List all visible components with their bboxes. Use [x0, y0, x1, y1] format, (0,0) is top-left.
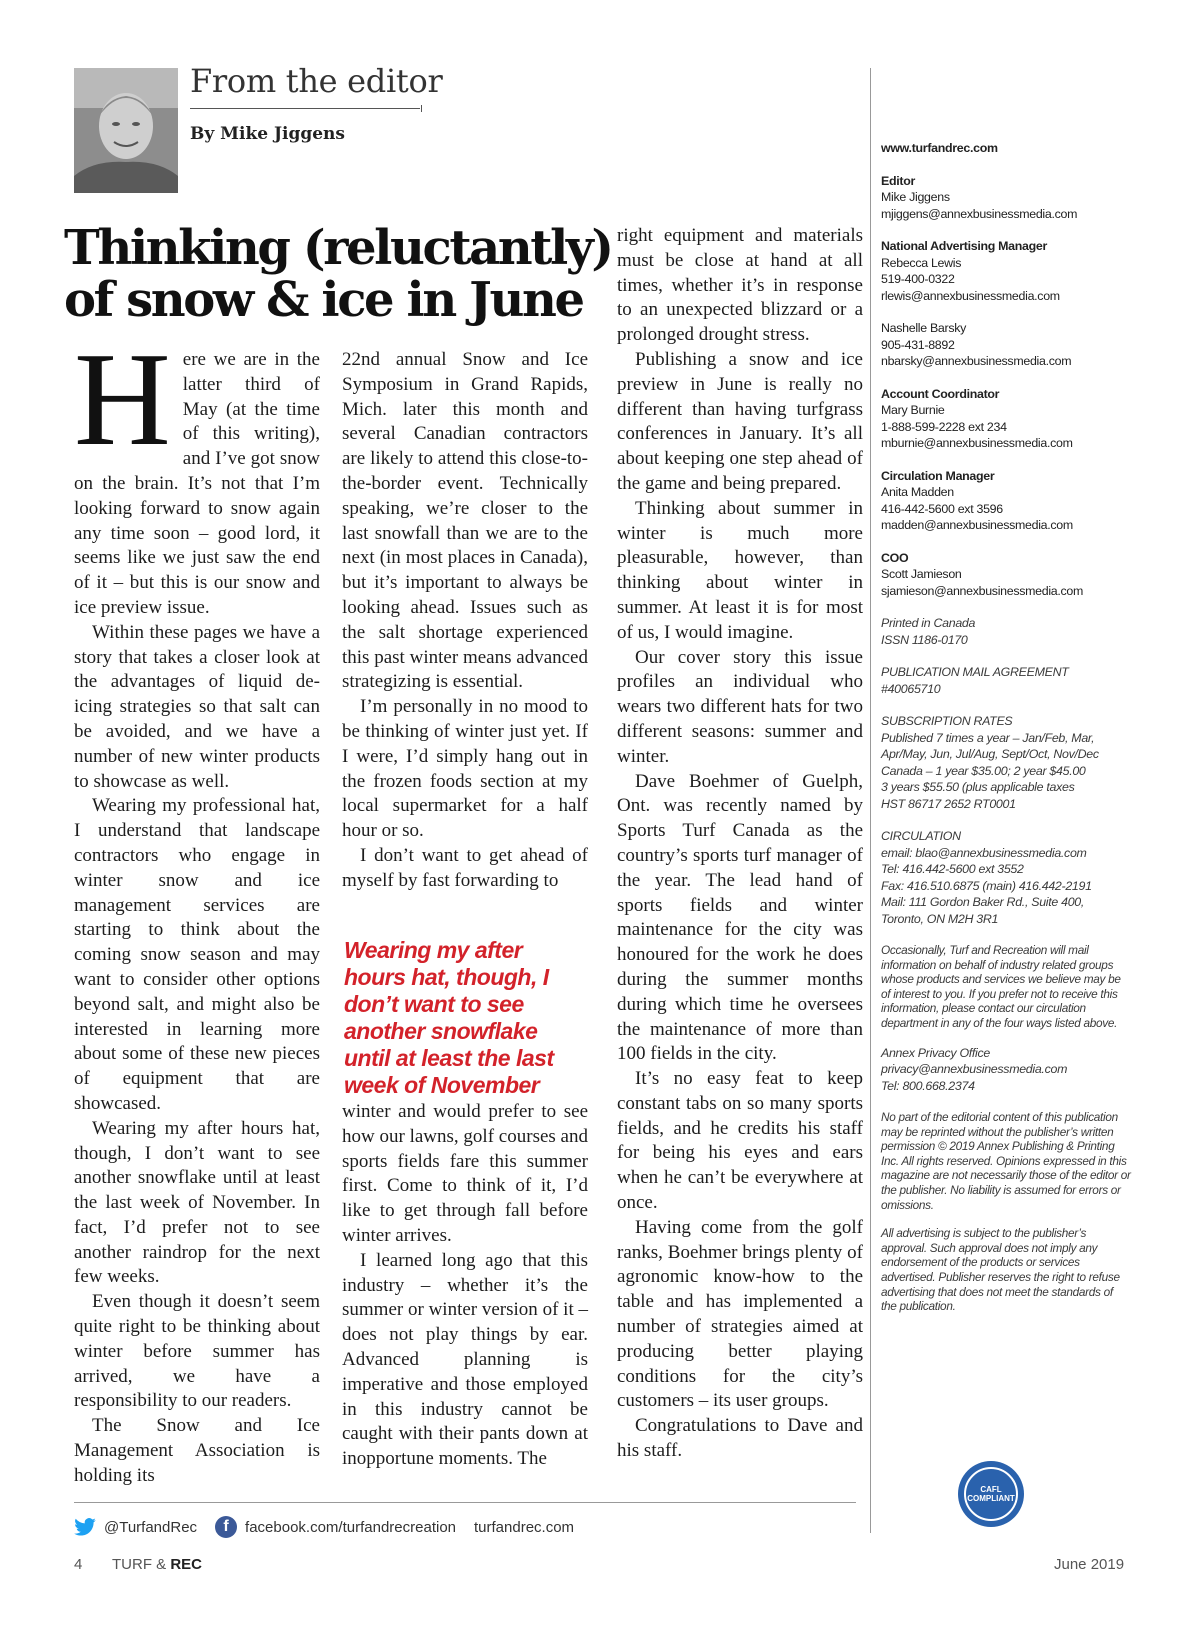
pma-label: PUBLICATION MAIL AGREEMENT: [881, 665, 1069, 679]
masthead: [881, 140, 1131, 1328]
article-column-2: [342, 348, 588, 894]
facebook-icon: f: [215, 1516, 237, 1538]
ad-rep-email[interactable]: nbarsky@annexbusinessmedia.com: [881, 354, 1072, 368]
rights-notice: No part of the editorial content of this publication may be reprinted without the publisher’s written permission © 2019 Annex Publishing & Printing Inc. All rights reserved. Opinions expressed in this magazine are not necessarily those of the editor or the publisher. No liability is assumed for errors or omissions.: [881, 1110, 1131, 1212]
paragraph: Even though it doesn’t seem quite right to be thinking about winter before summer has arrived, we have a responsibility to our readers.: [74, 1291, 320, 1412]
article-column-1: [74, 325, 320, 1489]
circulation-label: CIRCULATION: [881, 829, 961, 843]
paragraph: I learned long ago that this industry – whether it’s the summer or winter version of it – does not play things by ear. Advanced planning is imperative and those employed in this industry cannot be caught with their pants down at inopportune moments. The: [342, 1249, 588, 1470]
drop-cap: H: [74, 325, 171, 473]
paragraph: Wearing my after hours hat, though, I don’t want to see another snowflake until at least the last week of November. In fact, I’d prefer not to see another raindrop for the next few weeks.: [74, 1117, 320, 1288]
byline: By Mike Jiggens: [190, 124, 345, 144]
printed-in: Printed in Canada: [881, 616, 976, 630]
circulation-city: Toronto, ON M2H 3R1: [881, 911, 999, 926]
coo-label: COO: [881, 550, 909, 565]
website-link[interactable]: www.turfandrec.com: [881, 141, 998, 155]
account-coordinator-email[interactable]: mburnie@annexbusinessmedia.com: [881, 436, 1073, 450]
paragraph: Dave Boehmer of Guelph, Ont. was recently named by Sports Turf Canada as the country’s sports turf manager of the year. The lead hand of sports fields and winter maintenance for the city was honoured for the work he does during the summer months during which time he oversees the maintenance of more than 100 fields in the city.: [617, 770, 863, 1065]
subscription-line: HST 86717 2652 RT0001: [881, 796, 1016, 811]
subscription-line: Apr/May, Jun, Jul/Aug, Sept/Oct, Nov/Dec: [881, 747, 1099, 761]
advertising-notice: All advertising is subject to the publisher’s approval. Such approval does not imply any endorsement of the products or services advertised. Publisher reserves the right to refuse advertising that does not meet the standards of the publication.: [881, 1226, 1120, 1314]
paragraph: Within these pages we have a story that takes a closer look at the advantages of liquid de-icing strategies so that salt can be avoided, and we have a number of new winter products to showcase as well.: [74, 621, 320, 792]
paragraph: I don’t want to get ahead of myself by fast forwarding to: [342, 844, 588, 891]
paragraph: The Snow and Ice Management Association is holding its: [74, 1415, 320, 1486]
editor-label: Editor: [881, 173, 915, 188]
social-links: [74, 1516, 574, 1538]
audit-compliance-badge: [958, 1461, 1024, 1527]
paragraph: winter and would prefer to see how our lawns, golf courses and sports fields fare this summer first. Come to think of it, I’d like to get through fall before winter arrives.: [342, 1101, 588, 1246]
account-coordinator-phone: 1-888-599-2228 ext 234: [881, 419, 1007, 434]
privacy-tel: Tel: 800.668.2374: [881, 1078, 975, 1093]
site-link[interactable]: turfandrec.com: [474, 1518, 575, 1536]
paragraph: Having come from the golf ranks, Boehmer brings plenty of agronomic know-how to the table and has implemented a number of strategies aimed at producing better playing conditions for the city’s customers – its user groups.: [617, 1216, 863, 1412]
sidebar-divider: [870, 68, 871, 1533]
paragraph: Publishing a snow and ice preview in June is really no different than having turfgrass conferences in January. It’s all about keeping one step ahead of the game and being prepared.: [617, 348, 863, 494]
coo-email[interactable]: sjamieson@annexbusinessmedia.com: [881, 583, 1084, 598]
subscription-line: Published 7 times a year – Jan/Feb, Mar,: [881, 730, 1095, 745]
editor-email[interactable]: mjiggens@annexbusinessmedia.com: [881, 206, 1078, 221]
paragraph: Congratulations to Dave and his staff.: [617, 1415, 863, 1462]
section-title: From the editor: [190, 62, 443, 100]
circulation-manager-phone: 416-442-5600 ext 3596: [881, 501, 1003, 516]
badge-label: CAFL COMPLIANT: [964, 1467, 1018, 1521]
paragraph: Here we are in the latter third of May (at the time of this writing), and I’ve got snow on the brain. It’s not that I’m looking forward to snow again any time soon – good lord, it seems like we just saw the end of it – but this is our snow and ice preview issue.: [74, 325, 320, 618]
account-coordinator-name: Mary Burnie: [881, 403, 945, 417]
ad-manager-phone: 519-400-0322: [881, 272, 955, 286]
mail-notice: Occasionally, Turf and Recreation will mail information on behalf of industry related groups whose products and services we believe may be of interest to you. If you prefer not to receive this information, please contact our circulation department in any of the four ways listed above.: [881, 943, 1121, 1030]
subscription-line: 3 years $55.50 (plus applicable taxes: [881, 780, 1075, 794]
circulation-manager-name: Anita Madden: [881, 485, 954, 499]
circulation-manager-email[interactable]: madden@annexbusinessmedia.com: [881, 518, 1073, 532]
paragraph: Thinking about summer in winter is much more pleasurable, however, than thinking about winter in summer. At least it is for most of us, I would imagine.: [617, 497, 863, 643]
subscription-label: SUBSCRIPTION RATES: [881, 714, 1013, 728]
article-column-2-continued: [342, 1100, 588, 1472]
ad-rep-name: Nashelle Barsky: [881, 321, 967, 335]
paragraph: Our cover story this issue profiles an individual who wears two different hats for two different seasons: summer and winter.: [617, 646, 863, 767]
circulation-tel: Tel: 416.442-5600 ext 3552: [881, 862, 1024, 876]
twitter-icon: [74, 1516, 96, 1538]
privacy-label: Annex Privacy Office: [881, 1045, 991, 1060]
editor-photo: [74, 68, 178, 193]
subscription-line: Canada – 1 year $35.00; 2 year $45.00: [881, 763, 1086, 778]
pma-number: #40065710: [881, 681, 941, 696]
ad-manager-email[interactable]: rlewis@annexbusinessmedia.com: [881, 288, 1060, 303]
issn: ISSN 1186-0170: [881, 632, 968, 647]
coo-name: Scott Jamieson: [881, 567, 962, 581]
paragraph: right equipment and materials must be close at hand at all times, whether it’s in response to an unexpected blizzard or a prolonged drought stress.: [617, 225, 863, 346]
page-number: 4: [74, 1556, 83, 1573]
facebook-link[interactable]: facebook.com/turfandrecreation: [245, 1518, 456, 1536]
circulation-email[interactable]: email: blao@annexbusinessmedia.com: [881, 845, 1087, 860]
article-column-3: [617, 224, 863, 1464]
ad-manager-name: Rebecca Lewis: [881, 255, 962, 270]
editor-name: Mike Jiggens: [881, 190, 950, 204]
circulation-fax: Fax: 416.510.6875 (main) 416.442-2191: [881, 878, 1092, 893]
article-headline: Thinking (reluctantly) of snow & ice in June: [64, 220, 612, 328]
circulation-mail: Mail: 111 Gordon Baker Rd., Suite 400,: [881, 895, 1085, 909]
paragraph: Wearing my professional hat, I understand that landscape contractors who engage in winter snow and ice management services are starting to think about the coming snow season and may want to consider other options beyond salt, and might also be interested in learning more about some of these new pieces of equipment that are showcased.: [74, 795, 320, 1114]
title-divider: [190, 108, 420, 109]
pull-quote: Wearing my after hours hat, though, I don’t want to see another snowflake until at least the last week of November: [344, 937, 554, 1098]
issue-date: June 2019: [1054, 1556, 1125, 1573]
ad-manager-label: National Advertising Manager: [881, 239, 1048, 253]
footer-divider: [74, 1502, 856, 1503]
twitter-handle[interactable]: @TurfandRec: [104, 1518, 198, 1536]
paragraph: It’s no easy feat to keep constant tabs on so many sports fields, and he credits his staff for being his eyes and ears when he can’t be everywhere at once.: [617, 1068, 863, 1214]
magazine-name: TURF & REC: [112, 1556, 203, 1573]
account-coordinator-label: Account Coordinator: [881, 386, 1000, 401]
ad-rep-phone: 905-431-8892: [881, 337, 955, 352]
privacy-email[interactable]: privacy@annexbusinessmedia.com: [881, 1062, 1068, 1077]
paragraph: 22nd annual Snow and Ice Symposium in Grand Rapids, Mich. later this month and several Canadian contractors are likely to attend this close-to-the-border event. Technically speaking, we’re closer to the last snowfall than we are to the next (in most places in Canada), but it’s important to always be looking ahead. Issues such as the salt shortage experienced this past winter means advanced strategizing is essential.: [342, 349, 588, 693]
paragraph: I’m personally in no mood to be thinking of winter just yet. If I were, I’d simply hang out in the frozen foods section at my local supermarket for a half hour or so.: [342, 696, 588, 842]
circulation-manager-label: Circulation Manager: [881, 468, 995, 483]
